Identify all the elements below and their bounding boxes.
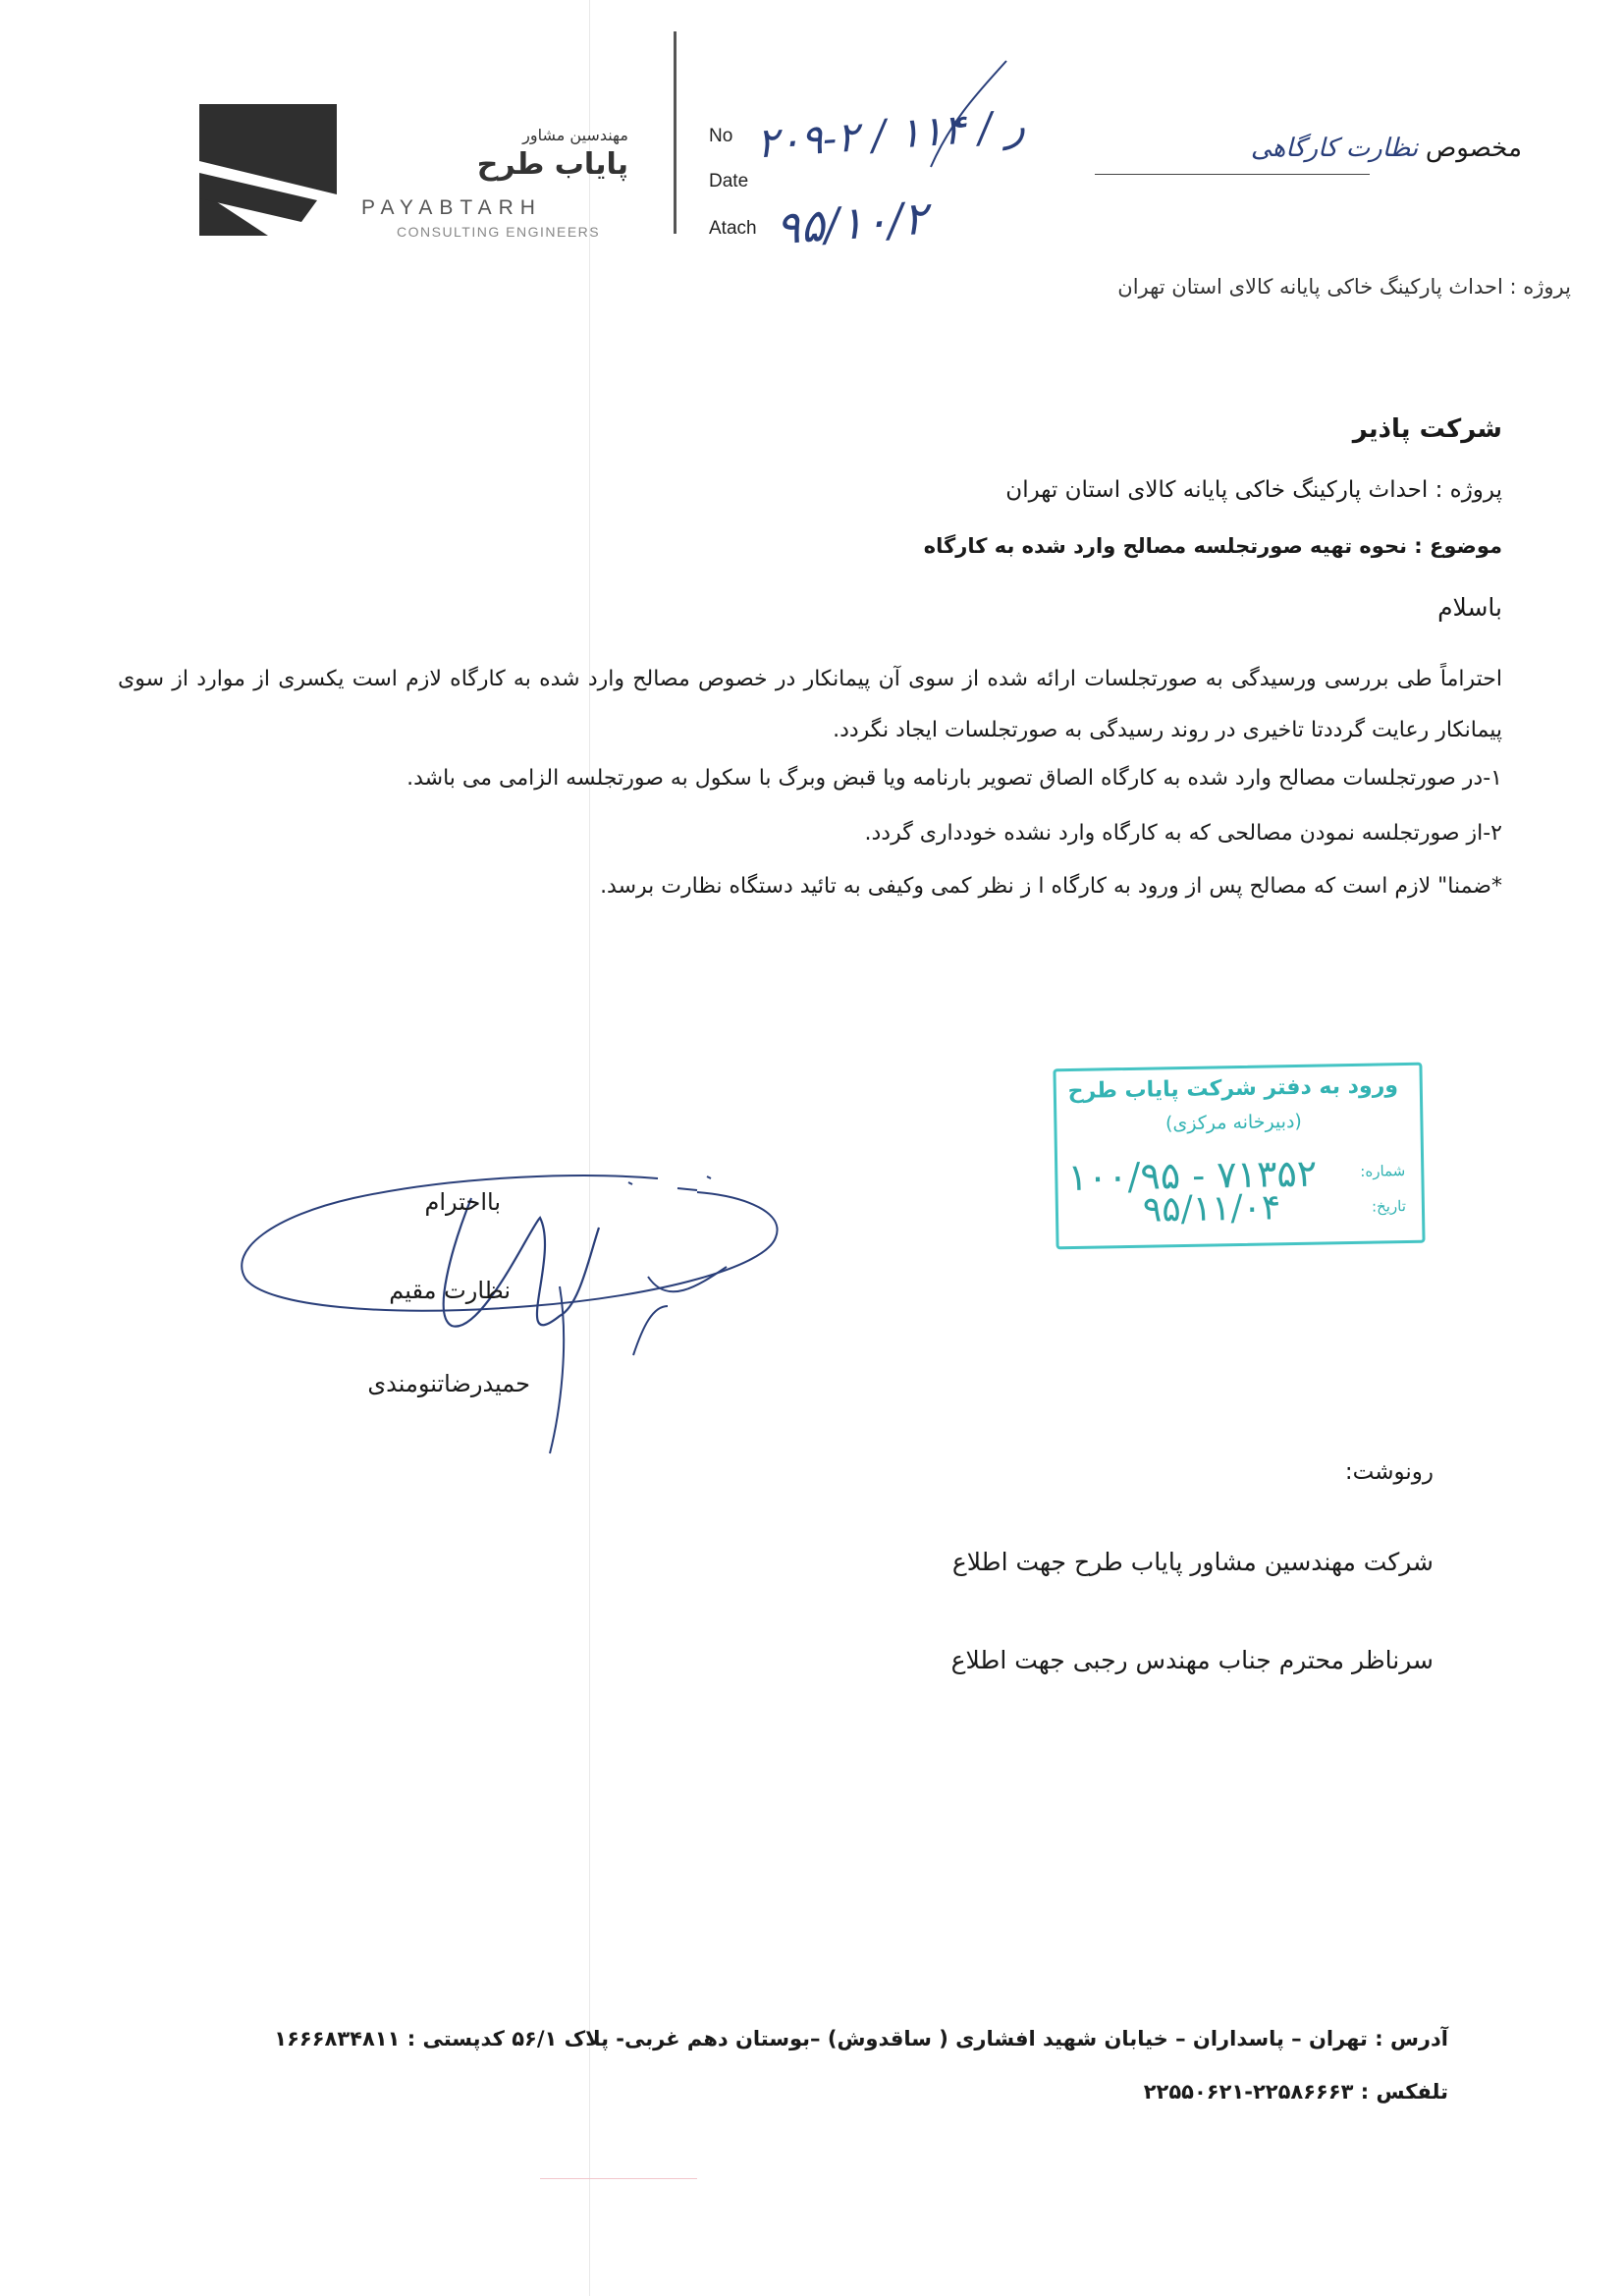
date-label: Date [709,171,749,191]
footer-address: آدرس : تهران – پاسداران – خیابان شهید افشاری ( ساقدوش) –بوستان دهم غربی- پلاک ۵۶/۱ کدپستی : ۱۶۶۶۸۳۴۸۱۱ [274,2027,1448,2050]
stamp-date-label: تاریخ: [1371,1197,1407,1216]
stamp-subtitle: (دبیرخانه مرکزی) [1164,1110,1303,1135]
cc-label: رونوشت: [1344,1459,1434,1485]
footer-fax: تلفکس : ۲۲۵۸۶۶۶۳-۲۲۵۵۰۶۲۱ [1143,2080,1448,2104]
project-line: پروژه : احداث پارکینگ خاکی پایانه کالای استان تهران [1005,477,1502,503]
letter-date-handwritten: ۹۵/۱۰/۲ [774,191,930,255]
signatory-office: نظارت مقیم [389,1277,511,1304]
stamp-date-value: ۹۵/۱۱/۰۴ [1142,1187,1281,1230]
body-paragraph: احتراماً طی بررسی ورسیدگی به صورتجلسات ارائه شده از سوی آن پیمانکار در خصوص مصالح وارد شده به کارگاه لازم است یکسری از موارد از سوی پیمانکار رعایت گرددتا تاخیری در روند رسیدگی به صورتجلسات ایجاد نگردد. [118,667,1502,742]
brand-name-en: PAYABTARH [361,196,542,219]
list-item: ۲-از صورتجلسه نمودن مصالحی که به کارگاه وارد نشده خودداری گردد. [864,821,1502,846]
stamp-title: ورود به دفتر شرکت پایاب طرح [1067,1073,1399,1105]
closing-regards: بااحترام [424,1188,501,1216]
payabtarh-logo [199,104,337,236]
greeting: باسلام [1437,593,1502,622]
cc-recipient: سرناظر محترم جناب مهندس رجبی جهت اطلاع [950,1646,1434,1674]
letter-number-handwritten: ۲۰۹-۲ / ر / ۱۱۴ [754,100,1027,168]
title-handwritten: نظارت کارگاهی [1250,134,1419,163]
subject-line: موضوع : نحوه تهیه صورتجلسه مصالح وارد شده به کارگاه [923,534,1502,558]
number-label: No [709,126,733,146]
receipt-stamp [1053,1063,1425,1250]
cc-recipient: شرکت مهندسین مشاور پایاب طرح جهت اطلاع [951,1548,1434,1576]
stamp-number-value: ۱۰۰/۹۵ - ۷۱۳۵۲ [1066,1151,1318,1200]
brand-subtitle-en: CONSULTING ENGINEERS [397,224,601,240]
list-item: *ضمنا" لازم است که مصالح پس از ورود به کارگاه ا ز نظر کمی وکیفی به تائید دستگاه نظارت برسد. [600,874,1502,899]
handwritten-stroke [923,59,1011,177]
stamp-number-label: شماره: [1360,1162,1406,1180]
list-item: ۱-در صورتجلسات مصالح وارد شده به کارگاه الصاق تصویر بارنامه ویا قبض وبرگ با سکول به صورتجلسه الزامی می باشد. [406,766,1502,791]
brand-name-fa: پایاب طرح [476,147,628,182]
title-underline [1095,174,1370,175]
document-title [1090,134,1522,163]
paper-fold-line [589,0,590,2296]
project-header: پروژه : احداث پارکینگ خاکی پایانه کالای استان تهران [1117,275,1571,299]
attachment-label: Atach [709,218,757,239]
signatory-name: حمیدرضاتنومندی [367,1370,530,1397]
recipient: شرکت پاذیر [1352,414,1502,444]
title-prefix: مخصوص [1425,134,1522,163]
header-divider [674,31,677,234]
brand-tagline-fa: مهندسین مشاور [522,126,628,144]
footer-faint-line [540,2178,697,2179]
